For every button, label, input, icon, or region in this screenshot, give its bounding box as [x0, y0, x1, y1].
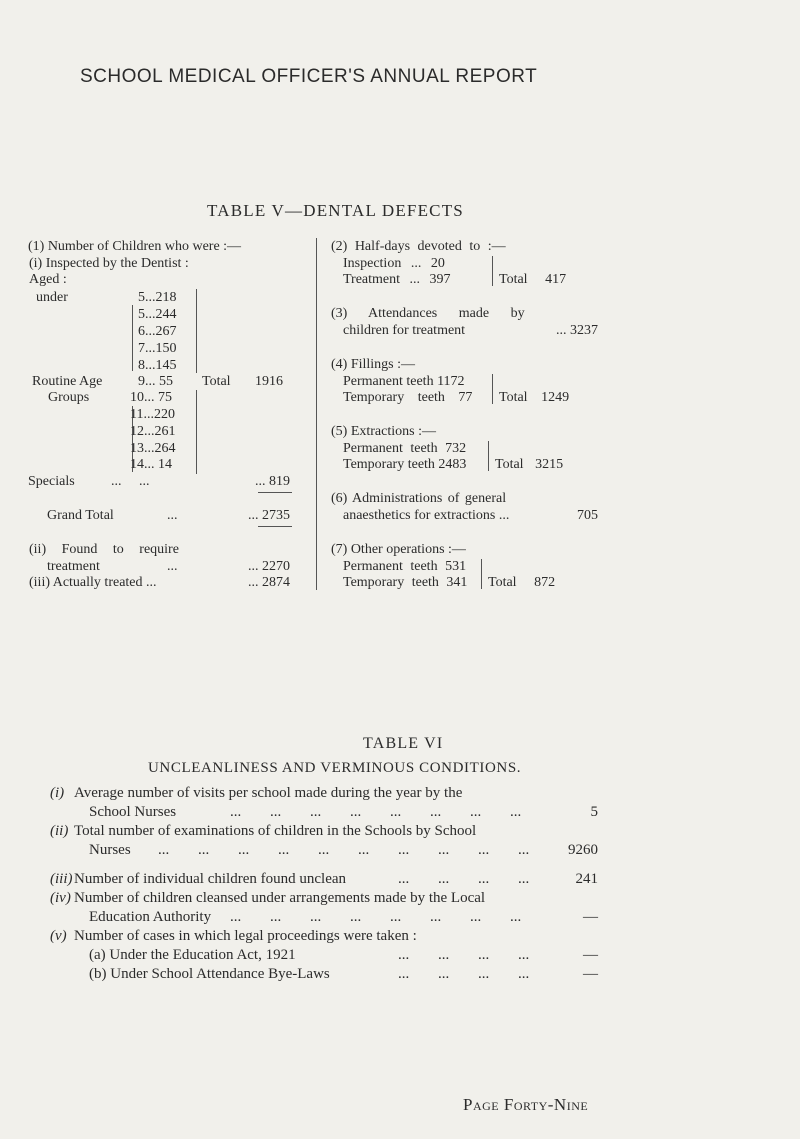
row-iii-dots: ... ... ... ... — [398, 871, 530, 887]
aged-label: Aged : — [29, 272, 67, 287]
page-header: SCHOOL MEDICAL OFFICER'S ANNUAL REPORT — [80, 66, 538, 87]
found-label-2: treatment — [47, 559, 100, 574]
attendances-label-2: children for treatment — [343, 323, 466, 338]
row-iv-text-2: Education Authority — [89, 909, 212, 925]
age-row: 10... 75 — [130, 390, 172, 405]
fillings-temporary: Temporary teeth 77 — [343, 390, 473, 405]
treated-label: (iii) Actually treated ... — [29, 575, 157, 590]
row-iv-value: — — [583, 909, 598, 925]
anaesthetics-label-1: (6) Administrations of general — [331, 491, 507, 506]
inspection-row: Inspection ... 20 — [343, 256, 445, 271]
other-temporary: Temporary teeth 341 — [343, 575, 468, 590]
table5-title: TABLE V—DENTAL DEFECTS — [207, 201, 464, 220]
found-dots: ... — [167, 559, 178, 574]
row-iii-text: Number of individual children found unclean — [74, 871, 347, 887]
extractions-temporary: Temporary teeth 2483 — [343, 457, 467, 472]
specials-value: ... 819 — [255, 474, 290, 489]
row-i-text-2: School Nurses — [89, 804, 177, 820]
row-vb-value: — — [583, 966, 598, 982]
row-iv-text-1: Number of children cleansed under arrangements made by the Local — [74, 890, 486, 906]
groups-label: Groups — [48, 390, 90, 405]
age-row: 5...244 — [138, 307, 177, 322]
item1-label: (1) Number of Children who were :— — [28, 239, 242, 254]
treated-value: ... 2874 — [248, 575, 290, 590]
halfdays-brace — [492, 256, 493, 286]
row-i-text-1: Average number of visits per school made during the year by the — [74, 785, 463, 801]
age-row: 9... 55 — [138, 374, 173, 389]
item1-sub-label: (i) Inspected by the Dentist : — [29, 256, 189, 271]
other-ops-label: (7) Other operations :— — [331, 542, 466, 557]
row-iii-num: (iii) — [50, 871, 73, 887]
row-ii-num: (ii) — [50, 823, 69, 839]
row-vb-text: (b) Under School Attendance Bye-Laws — [89, 966, 330, 982]
total-brace-top — [196, 289, 197, 373]
age-total-label: Total — [202, 374, 231, 389]
column-divider — [316, 238, 317, 590]
row-iii-value: 241 — [575, 871, 598, 887]
age-row: 8...145 — [138, 358, 177, 373]
grand-total-label: Grand Total — [47, 508, 114, 523]
found-label-1: (ii) Found to require — [29, 542, 179, 557]
row-va-text: (a) Under the Education Act, 1921 — [89, 947, 296, 963]
row-iv-dots: ... ... ... ... ... ... ... ... — [230, 909, 522, 925]
attendances-value: ... 3237 — [556, 323, 598, 338]
row-va-value: — — [583, 947, 598, 963]
grand-total-rule — [258, 492, 292, 493]
extractions-permanent: Permanent teeth 732 — [343, 441, 467, 456]
age-total-value: 1916 — [255, 374, 283, 389]
grand-total-value: ... 2735 — [248, 508, 290, 523]
row-ii-text-2: Nurses — [89, 842, 131, 858]
extractions-brace — [488, 441, 489, 471]
row-v-num: (v) — [50, 928, 67, 944]
grand-total-dots: ... — [167, 508, 178, 523]
fillings-brace — [492, 374, 493, 404]
row-va-dots: ... ... ... ... — [398, 947, 530, 963]
anaesthetics-value: 705 — [577, 508, 598, 523]
age-brace-top — [132, 305, 133, 371]
other-brace — [481, 559, 482, 589]
attendances-label-1: (3) Attendances made by — [331, 306, 525, 321]
halfdays-label: (2) Half-days devoted to :— — [331, 239, 506, 254]
other-total: Total 872 — [488, 575, 556, 590]
other-permanent: Permanent teeth 531 — [343, 559, 467, 574]
row-ii-value: 9260 — [568, 842, 598, 858]
extractions-total: Total 3215 — [495, 457, 564, 472]
total-brace-bottom — [196, 390, 197, 474]
row-i-num: (i) — [50, 785, 65, 801]
age-row: 7...150 — [138, 341, 177, 356]
routine-age-label: Routine Age — [32, 374, 103, 389]
age-row: 14... 14 — [130, 457, 172, 472]
row-vb-dots: ... ... ... ... — [398, 966, 530, 982]
fillings-permanent: Permanent teeth 1172 — [343, 374, 465, 389]
specials-dots: ... ... — [111, 474, 150, 489]
age-row: 12...261 — [130, 424, 176, 439]
row-iv-num: (iv) — [50, 890, 71, 906]
specials-label: Specials — [28, 474, 75, 489]
treatment-row: Treatment ... 397 — [343, 272, 451, 287]
under-label: under — [36, 290, 68, 305]
found-rule — [258, 526, 292, 527]
table6-title: TABLE VI — [363, 735, 444, 752]
age-row: 11...220 — [130, 407, 175, 422]
table6-subtitle: UNCLEANLINESS AND VERMINOUS CONDITIONS. — [148, 760, 522, 776]
found-value: ... 2270 — [248, 559, 290, 574]
age-row: 13...264 — [130, 441, 176, 456]
row-i-value: 5 — [590, 804, 598, 820]
page-footer: Page Forty-Nine — [463, 1095, 589, 1114]
row-ii-text-1: Total number of examinations of children in the Schools by School — [74, 823, 477, 839]
halfdays-total: Total 417 — [499, 272, 567, 287]
row-v-text: Number of cases in which legal proceedings were taken : — [74, 928, 417, 944]
fillings-total: Total 1249 — [499, 390, 570, 405]
extractions-label: (5) Extractions :— — [331, 424, 436, 439]
row-ii-dots: ... ... ... ... ... ... ... ... ... ... — [158, 842, 530, 858]
age-row: 6...267 — [138, 324, 177, 339]
row-i-dots: ... ... ... ... ... ... ... ... — [230, 804, 522, 820]
anaesthetics-label-2: anaesthetics for extractions ... — [343, 508, 510, 523]
age-row: 5...218 — [138, 290, 177, 305]
fillings-label: (4) Fillings :— — [331, 357, 416, 372]
